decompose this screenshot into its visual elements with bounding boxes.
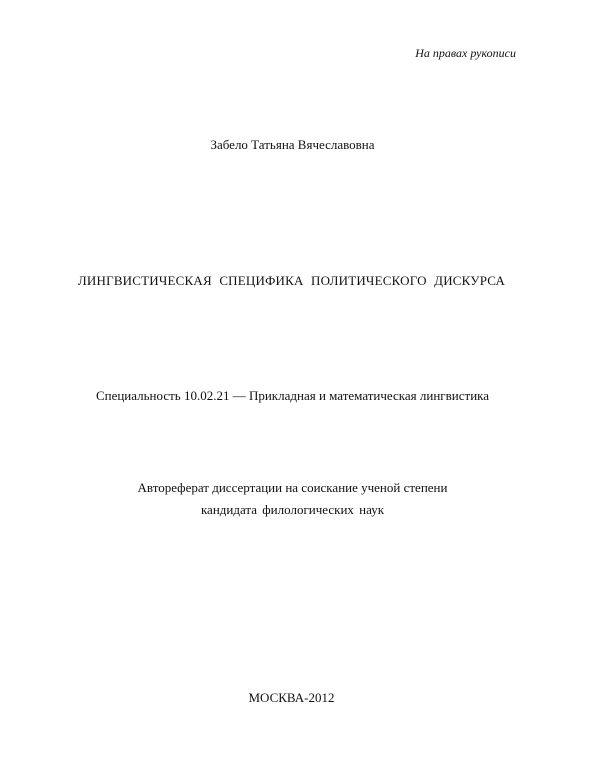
dissertation-title: ЛИНГВИСТИЧЕСКАЯ СПЕЦИФИКА ПОЛИТИЧЕСКОГО ДИСКУРСА bbox=[77, 273, 506, 288]
abstract-description-line-2: кандидата филологических наук bbox=[200, 502, 385, 517]
author-name: Забело Татьяна Вячеславовна bbox=[210, 137, 375, 152]
city-year: МОСКВА-2012 bbox=[248, 690, 335, 705]
abstract-description-line-1: Автореферат диссертации на соискание ученой степени bbox=[137, 480, 448, 495]
specialty-line: Специальность 10.02.21 — Прикладная и математическая лингвистика bbox=[95, 388, 490, 403]
rights-note: На правах рукописи bbox=[415, 46, 516, 60]
